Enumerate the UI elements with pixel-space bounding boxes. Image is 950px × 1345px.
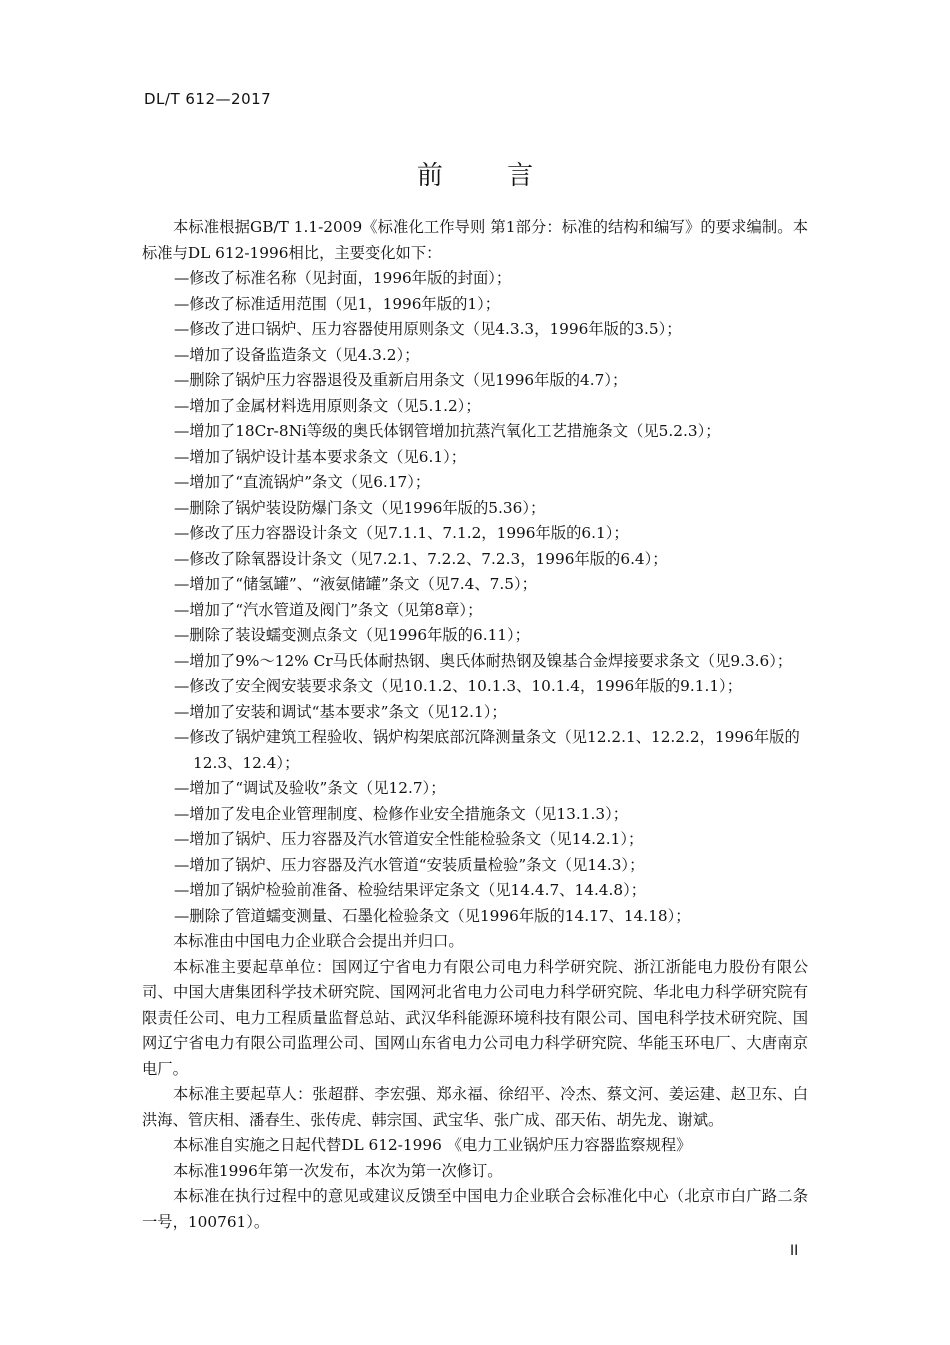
change-item: —增加了发电企业管理制度、检修作业安全措施条文（见13.1.3）；	[174, 804, 629, 823]
change-item: —修改了安全阀安装要求条文（见10.1.2、10.1.3、10.1.4，1996年版的9.1.1）；	[174, 677, 742, 695]
change-item: —增加了锅炉设计基本要求条文（见6.1）；	[174, 447, 467, 466]
change-item: —删除了锅炉装设防爆门条文（见1996年版的5.36）；	[174, 498, 546, 517]
change-item: —增加了“直流锅炉”条文（见6.17）；	[174, 473, 431, 491]
drafters-paragraph: 本标准主要起草人：张超群、李宏强、郑永福、徐绍平、冷杰、蔡文河、姜运建、赵卫东、白洪海、管庆相、潘春生、张传虎、韩宗国、武宝华、张广成、邵天佑、胡先龙、谢斌。	[142, 1085, 808, 1129]
intro-paragraph: 本标准根据GB/T 1.1-2009《标准化工作导则 第1部分：标准的结构和编写》的要求编制。本标准与DL 612-1996相比，主要变化如下：	[142, 218, 808, 262]
change-item: —修改了锅炉建筑工程验收、锅炉构架底部沉降测量条文（见12.2.1、12.2.2，1996年版的12.3、12.4）；	[174, 728, 800, 772]
feedback-paragraph: 本标准在执行过程中的意见或建议反馈至中国电力企业联合会标准化中心（北京市白广路二条一号，100761）。	[142, 1187, 808, 1231]
change-item: —增加了“汽水管道及阀门”条文（见第8章）；	[174, 600, 483, 619]
drafting-units-paragraph: 本标准主要起草单位：国网辽宁省电力有限公司电力科学研究院、浙江浙能电力股份有限公司、中国大唐集团科学技术研究院、国网河北省电力公司电力科学研究院、华北电力科学研究院有限责任公司、电力工程质量监督总站、武汉华科能源环境科技有限公司、国电科学技术研究院、国网辽宁省电力有限公司监理公司、国网山东省电力公司电力科学研究院、华能玉环电厂、大唐南京电厂。	[142, 957, 808, 1078]
change-item: —修改了标准适用范围（见1，1996年版的1）；	[174, 294, 501, 313]
page-title: 前 言	[416, 161, 562, 191]
change-item: —增加了锅炉检验前准备、检验结果评定条文（见14.4.7、14.4.8）；	[174, 881, 647, 899]
change-item: —删除了锅炉压力容器退役及重新启用条文（见1996年版的4.7）；	[174, 371, 628, 389]
change-item: —增加了金属材料选用原则条文（见5.1.2）；	[174, 396, 481, 415]
change-item: —删除了管道蠕变测量、石墨化检验条文（见1996年版的14.17、14.18）；	[174, 906, 691, 925]
change-item: —删除了装设蠕变测点条文（见1996年版的6.11）；	[174, 626, 530, 644]
change-item: —增加了“储氢罐”、“液氨储罐”条文（见7.4、7.5）；	[174, 575, 537, 593]
change-item: —增加了锅炉、压力容器及汽水管道“安装质量检验”条文（见14.3）；	[174, 855, 645, 874]
standard-code-header: DL/T 612—2017	[144, 90, 272, 108]
history-paragraph: 本标准1996年第一次发布，本次为第一次修订。	[173, 1161, 503, 1180]
change-item: —增加了“调试及验收”条文（见12.7）；	[174, 779, 446, 797]
change-item: —增加了安装和调试“基本要求”条文（见12.1）；	[174, 702, 507, 721]
change-item: —修改了除氧器设计条文（见7.2.1、7.2.2、7.2.3，1996年版的6.4）；	[174, 549, 668, 568]
change-item: —增加了9%～12% Cr马氏体耐热钢、奥氏体耐热钢及镍基合金焊接要求条文（见9.3.6）；	[174, 651, 793, 670]
replaces-paragraph: 本标准自实施之日起代替DL 612-1996 《电力工业锅炉压力容器监察规程》	[173, 1136, 692, 1154]
change-item: —修改了标准名称（见封面，1996年版的封面）；	[174, 269, 512, 287]
change-item: —修改了进口锅炉、压力容器使用原则条文（见4.3.3，1996年版的3.5）；	[174, 320, 682, 338]
proposer-paragraph: 本标准由中国电力企业联合会提出并归口。	[173, 932, 464, 950]
change-item: —增加了18Cr-8Ni等级的奥氏体钢管增加抗蒸汽氧化工艺措施条文（见5.2.3）；	[174, 422, 721, 440]
page-number: II	[790, 1243, 799, 1259]
change-item: —增加了设备监造条文（见4.3.2）；	[174, 345, 420, 364]
change-item: —增加了锅炉、压力容器及汽水管道安全性能检验条文（见14.2.1）；	[174, 830, 644, 848]
document-body	[142, 215, 808, 1235]
change-item: —修改了压力容器设计条文（见7.1.1、7.1.2，1996年版的6.1）；	[174, 524, 629, 542]
